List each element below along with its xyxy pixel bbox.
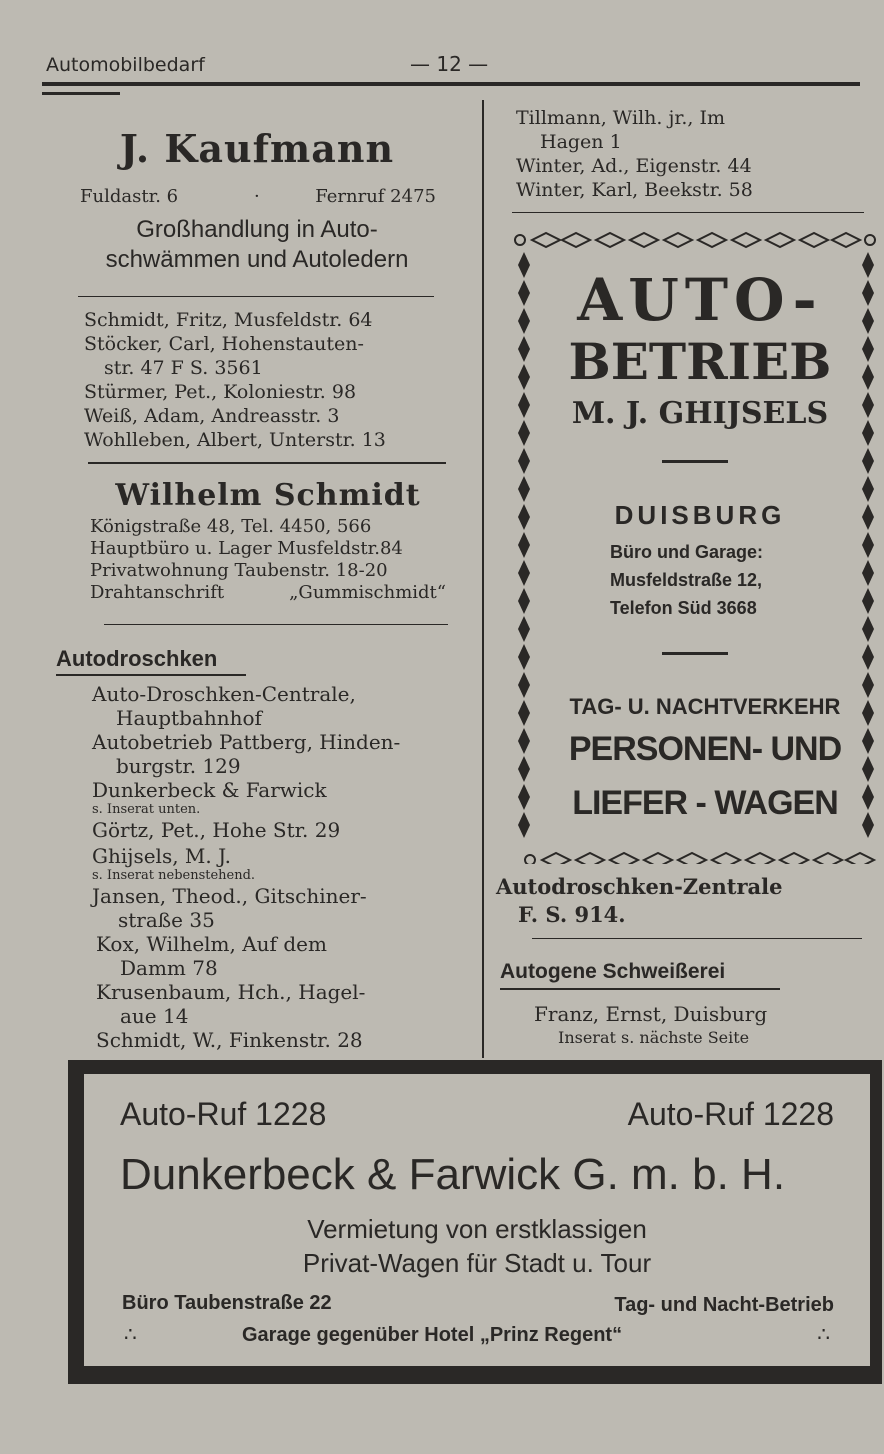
list-item: Schmidt, W., Finkenstr. 28 [96,1028,363,1052]
list-item: straße 35 [118,908,215,932]
diamond-ornament [518,756,530,782]
list-item: Kox, Wilhelm, Auf dem [96,932,327,956]
schmidt-line-3: Privatwohnung Taubenstr. 18-20 [90,560,388,581]
list-item: Damm 78 [120,956,218,980]
dunkerbeck-ad [68,1060,882,1384]
list-item: Schmidt, Fritz, Musfeldstr. 64 [84,309,373,331]
ghijsels-title-2: BETRIEB [568,332,832,391]
auto-ruf-left: Auto-Ruf 1228 [120,1096,327,1132]
diamond-ornament [862,532,874,558]
diamond-row-top [515,233,875,247]
header-rule-thick [42,92,120,95]
list-item: Winter, Ad., Eigenstr. 44 [516,155,752,177]
list-item: Auto-Droschken-Centrale, [92,682,356,706]
diamond-ornament [862,644,874,670]
rule [104,624,448,625]
section-heading-autodroschken: Autodroschken [56,646,218,671]
list-note: s. Inserat unten. [92,802,201,817]
diamond-ornament [518,476,530,502]
divider [662,460,728,463]
list-item: Weiß, Adam, Andreasstr. 3 [84,405,340,427]
dunkerbeck-ad-inner [84,1074,870,1366]
kaufmann-separator: · [254,186,260,207]
list-item: aue 14 [120,1004,189,1028]
schmidt-name: Wilhelm Schmidt [115,478,421,513]
running-header: Automobilbedarf [46,54,205,76]
diamond-ornament [862,448,874,474]
diamond-ornament [862,476,874,502]
centrale-heading: Autodroschken-Zentrale [496,874,783,899]
heading-underline [500,988,780,990]
schmidt-line-2: Hauptbüro u. Lager Musfeldstr.84 [90,538,403,559]
list-item: Tillmann, Wilh. jr., Im [516,107,725,129]
diamond-ornament [862,560,874,586]
heading-underline [56,674,246,676]
kaufmann-desc-2: schwämmen und Autoledern [105,246,409,273]
list-item: burgstr. 129 [116,754,241,778]
diamond-ornament [518,700,530,726]
diamond-ornament [518,728,530,754]
ghijsels-city: DUISBURG [614,500,786,530]
list-item: str. 47 F S. 3561 [104,357,263,379]
ghijsels-ad [510,228,880,864]
column-divider [482,100,484,1058]
dunkerbeck-garage: Garage gegenüber Hotel „Prinz Regent“ [242,1324,623,1346]
diamond-ornament [518,616,530,642]
ghijsels-line-2: Musfeldstraße 12, [610,570,763,590]
rule [78,296,434,297]
list-item: Wohlleben, Albert, Unterstr. 13 [84,429,386,451]
list-note: Inserat s. nächste Seite [558,1028,750,1047]
list-item: Franz, Ernst, Duisburg [534,1002,768,1026]
dunkerbeck-desc-2: Privat-Wagen für Stadt u. Tour [302,1248,652,1278]
diamond-ornament [862,588,874,614]
kaufmann-ad [76,126,438,286]
kaufmann-phone: Fernruf 2475 [315,186,436,207]
schmidt-line-4-right: „Gummischmidt“ [289,582,446,603]
dots-right: ∴ [817,1324,830,1346]
rule [532,938,862,939]
kaufmann-address: Fuldastr. 6 [80,186,179,207]
ghijsels-vehicles-2: LIEFER - WAGEN [572,784,838,822]
diamond-row-bottom [525,853,874,864]
dunkerbeck-name: Dunkerbeck & Farwick G. m. b. H. [120,1150,786,1199]
divider [662,652,728,655]
dunkerbeck-office: Büro Taubenstraße 22 [122,1292,332,1314]
list-item: Stürmer, Pet., Koloniestr. 98 [84,381,357,403]
page-number: — 12 — [410,52,489,76]
diamond-ornament [518,532,530,558]
list-item: Dunkerbeck & Farwick [92,778,327,802]
ghijsels-vehicles-1: PERSONEN- UND [568,730,842,768]
ghijsels-owner: M. J. GHIJSELS [571,396,829,431]
diamond-ornament [518,644,530,670]
dunkerbeck-desc-1: Vermietung von erstklassigen [307,1214,647,1244]
ghijsels-line-3: Telefon Süd 3668 [610,598,757,618]
ghijsels-service: TAG- U. NACHTVERKEHR [569,694,841,719]
diamond-ornament [518,588,530,614]
diamond-ornament [862,616,874,642]
ghijsels-title-1: AUTO- [577,266,823,334]
schmidt-line-1: Königstraße 48, Tel. 4450, 566 [90,516,372,537]
header-rule [42,82,860,86]
list-item: Autobetrieb Pattberg, Hinden- [92,730,401,754]
diamond-ornament [518,672,530,698]
kaufmann-desc-1: Großhandlung in Auto- [136,216,378,243]
list-item: Stöcker, Carl, Hohenstauten- [84,333,364,355]
list-item: Hauptbahnhof [116,706,262,730]
list-item: Krusenbaum, Hch., Hagel- [96,980,366,1004]
list-item: Görtz, Pet., Hohe Str. 29 [92,818,341,842]
diamond-ornament [518,560,530,586]
diamond-ornament [518,812,530,838]
section-heading-schweisserei: Autogene Schweißerei [500,960,726,983]
diamond-ornament [518,784,530,810]
auto-ruf-right: Auto-Ruf 1228 [627,1096,834,1132]
list-item: Jansen, Theod., Gitschiner- [92,884,367,908]
list-item: Ghijsels, M. J. [92,844,231,868]
ghijsels-line-1: Büro und Garage: [610,542,764,562]
centrale-phone: F. S. 914. [518,902,626,927]
list-item: Winter, Karl, Beekstr. 58 [516,179,753,201]
list-note: s. Inserat nebenstehend. [92,868,256,883]
diamond-ornament [518,448,530,474]
kaufmann-name: J. Kaufmann [119,126,395,171]
dunkerbeck-service: Tag- und Nacht-Betrieb [614,1294,834,1316]
schmidt-ad [90,478,446,618]
rule [512,212,864,213]
rule [88,462,446,464]
dots-left: ∴ [124,1324,137,1346]
list-item: Hagen 1 [540,131,622,153]
schmidt-line-4-left: Drahtanschrift [90,582,225,603]
